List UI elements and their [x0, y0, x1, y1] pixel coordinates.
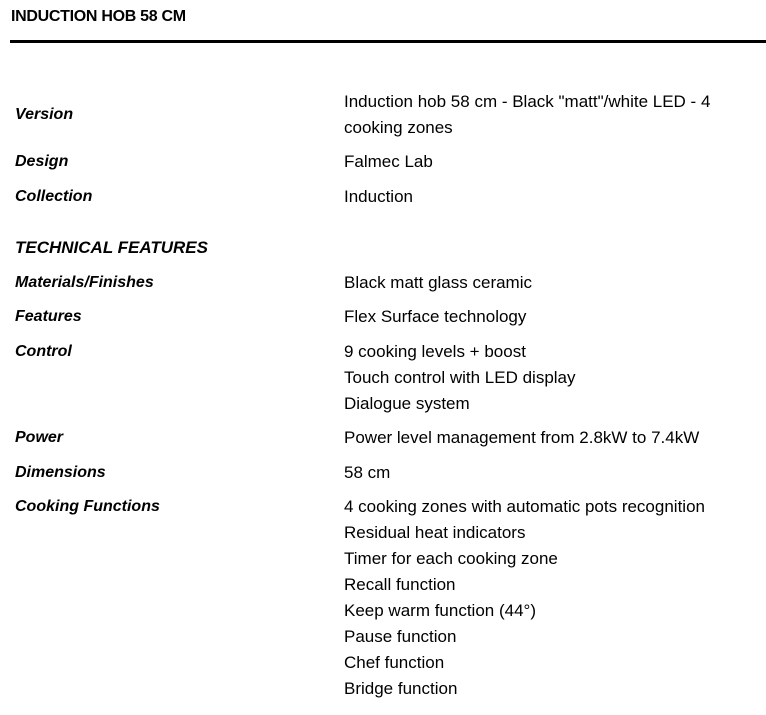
- spec-value-line: Pause function: [344, 627, 457, 646]
- spec-value-line: Keep warm function (44°): [344, 601, 536, 620]
- spec-value-line: Power level management from 2.8kW to 7.4kW: [344, 428, 700, 447]
- spec-value-line: Falmec Lab: [344, 152, 433, 171]
- spec-value: [344, 460, 756, 486]
- spec-label: Control: [15, 343, 72, 360]
- spec-value: [344, 339, 756, 417]
- spec-value: [344, 89, 756, 141]
- spec-value-line: Induction: [344, 187, 413, 206]
- spec-label: Version: [15, 106, 74, 123]
- page-title: INDUCTION HOB 58 CM: [11, 8, 186, 25]
- spec-label: Collection: [15, 188, 93, 205]
- spec-label: Cooking Functions: [15, 498, 160, 515]
- spec-value-line: Touch control with LED display: [344, 368, 576, 387]
- spec-label: Materials/Finishes: [15, 274, 154, 291]
- title-divider: [10, 40, 766, 43]
- spec-value-line: Timer for each cooking zone: [344, 549, 558, 568]
- spec-value-line: Bridge function: [344, 679, 458, 698]
- section-heading-technical-features: TECHNICAL FEATURES: [15, 238, 208, 257]
- spec-value: [344, 425, 756, 451]
- spec-value: [344, 149, 756, 175]
- spec-value-line: Residual heat indicators: [344, 523, 526, 542]
- spec-label: Power: [15, 429, 64, 446]
- spec-label: Design: [15, 153, 69, 170]
- spec-value: [344, 304, 756, 330]
- spec-value-line: Black matt glass ceramic: [344, 273, 532, 292]
- spec-value: [344, 184, 756, 210]
- spec-value-line: Recall function: [344, 575, 456, 594]
- spec-value-line: 4 cooking zones with automatic pots recognition: [344, 497, 705, 516]
- spec-value: [344, 494, 756, 702]
- spec-value-line: Flex Surface technology: [344, 307, 527, 326]
- spec-value-line: Dialogue system: [344, 394, 470, 413]
- spec-label: Features: [15, 308, 82, 325]
- spec-value-line: 9 cooking levels + boost: [344, 342, 526, 361]
- spec-value-line: Induction hob 58 cm - Black "matt"/white LED - 4: [344, 92, 711, 111]
- spec-value-line: 58 cm: [344, 463, 391, 482]
- spec-value-line: Chef function: [344, 653, 445, 672]
- spec-value-line: cooking zones: [344, 118, 453, 137]
- spec-value: [344, 270, 756, 296]
- spec-label: Dimensions: [15, 464, 106, 481]
